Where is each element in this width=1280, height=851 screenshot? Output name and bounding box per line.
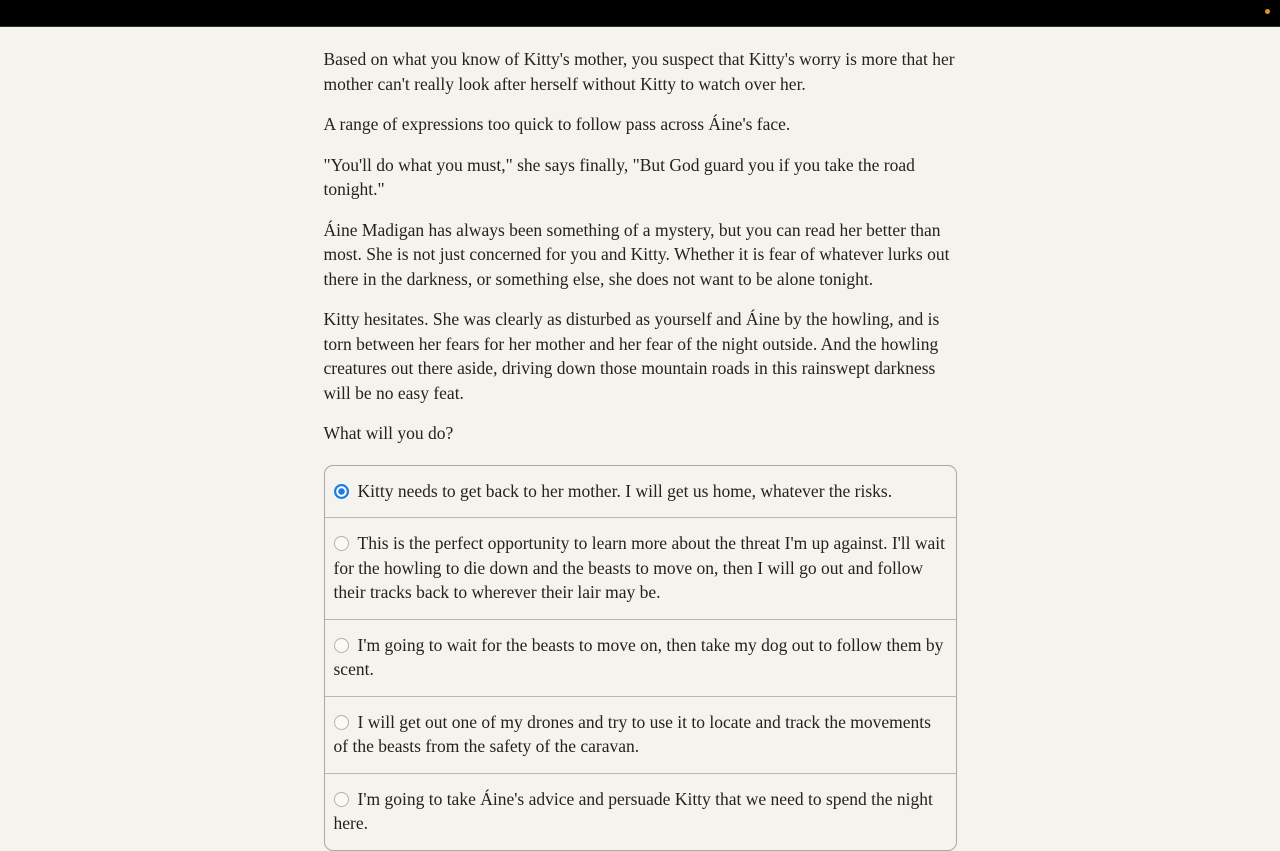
story-paragraph: A range of expressions too quick to follow pass across Áine's face.	[323, 114, 791, 134]
choice-option-2[interactable]	[325, 517, 956, 619]
choice-radio-5[interactable]	[334, 792, 349, 807]
notification-dot-icon	[1265, 9, 1270, 14]
choice-radio-1[interactable]	[334, 484, 349, 499]
story-content	[324, 27, 957, 851]
top-bar	[0, 0, 1280, 27]
choice-list	[324, 465, 957, 851]
choice-label: I'm going to wait for the beasts to move on, then take my dog out to follow them by scent.	[333, 634, 944, 679]
story-paragraph: Based on what you know of Kitty's mother, you suspect that Kitty's worry is more that her mother can't really look after herself without Kitty to watch over her.	[323, 49, 955, 94]
story-paragraph: "You'll do what you must," she says finally, "But God guard you if you take the road tonight."	[323, 154, 915, 199]
choice-option-5[interactable]	[325, 773, 956, 850]
choice-label: I will get out one of my drones and try to use it to locate and track the movements of the beasts from the safety of the caravan.	[333, 711, 931, 756]
choice-option-1[interactable]	[325, 466, 956, 518]
choice-option-4[interactable]	[325, 696, 956, 773]
story-paragraph: Áine Madigan has always been something of a mystery, but you can read her better than most. She is not just concerned for you and Kitty. Whether it is fear of whatever lurks out there in the darkness, or something else, she does not want to be alone tonight.	[323, 219, 950, 289]
choice-label: This is the perfect opportunity to learn more about the threat I'm up against. I'll wait for the howling to die down and the beasts to move on, then I will go out and follow their tracks back to wherever their lair may be.	[333, 533, 946, 602]
choice-option-3[interactable]	[325, 619, 956, 696]
choice-radio-2[interactable]	[334, 536, 349, 551]
choice-radio-4[interactable]	[334, 715, 349, 730]
story-paragraph: Kitty hesitates. She was clearly as disturbed as yourself and Áine by the howling, and is torn between her fears for her mother and her fear of the night outside. And the howling creatures out there aside, driving down those mountain roads in this rainswept darkness will be no easy feat.	[323, 309, 940, 403]
choice-label: Kitty needs to get back to her mother. I will get us home, whatever the risks.	[357, 480, 893, 501]
story-question: What will you do?	[323, 423, 454, 443]
choice-label: I'm going to take Áine's advice and persuade Kitty that we need to spend the night here.	[333, 788, 933, 833]
choice-radio-3[interactable]	[334, 638, 349, 653]
